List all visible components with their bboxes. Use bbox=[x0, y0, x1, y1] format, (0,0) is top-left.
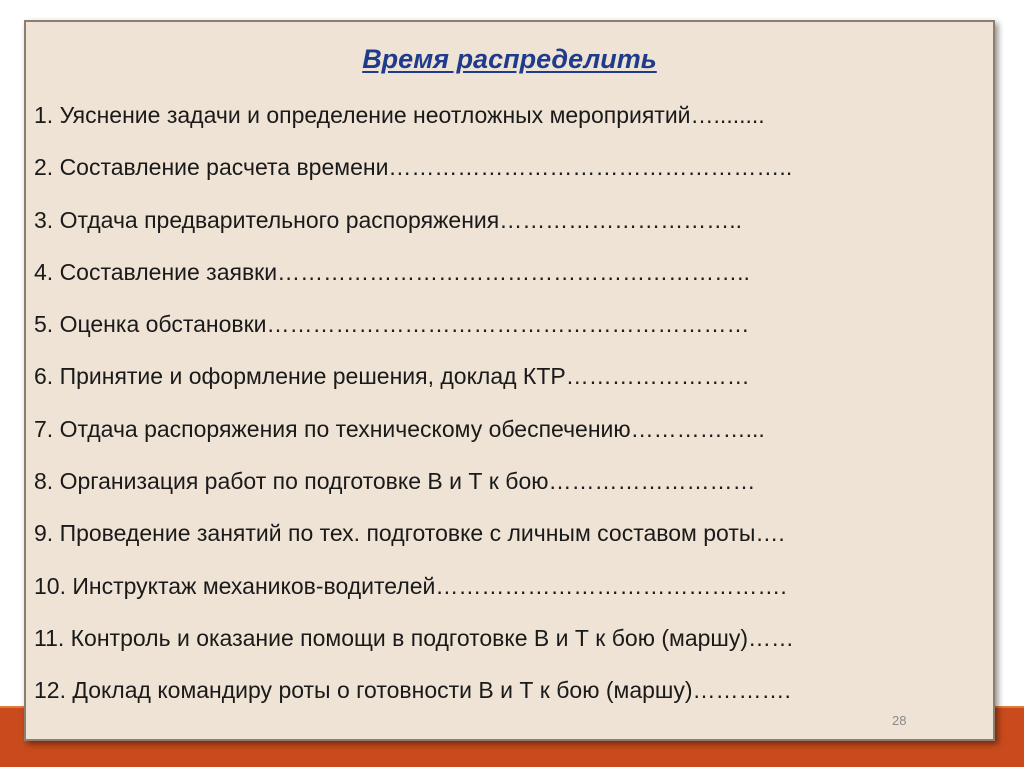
list-item: 7. Отдача распоряжения по техническому обеспечению……………... bbox=[34, 415, 765, 442]
list-item: 9. Проведение занятий по тех. подготовке с личным составом роты…. bbox=[34, 520, 785, 547]
list-item: 3. Отдача предварительного распоряжения………………………….. bbox=[34, 206, 742, 233]
content-panel bbox=[24, 20, 995, 741]
list-item: 11. Контроль и оказание помощи в подготовке В и Т к бою (маршу)…… bbox=[34, 624, 795, 651]
page-number: 28 bbox=[892, 713, 907, 728]
list-item: 10. Инструктаж механиков-водителей………………………………………. bbox=[34, 572, 787, 599]
list-item: 5. Оценка обстановки……………………………………………………… bbox=[34, 311, 750, 338]
time-allocation-list bbox=[34, 99, 794, 727]
slide-title: Время распределить bbox=[362, 44, 657, 74]
list-item: 12. Доклад командиру роты о готовности В и Т к бою (маршу)…………. bbox=[34, 677, 791, 704]
list-item: 8. Организация работ по подготовке В и Т к бою……………………… bbox=[34, 468, 756, 495]
list-item: 1. Уяснение задачи и определение неотложных мероприятий…........ bbox=[34, 102, 765, 128]
list-item: 6. Принятие и оформление решения, доклад КТР…………………… bbox=[34, 363, 750, 390]
list-item: 2. Составление расчета времени…………………………………………….. bbox=[34, 154, 793, 181]
list-item: 4. Составление заявки…………………………………………………….. bbox=[34, 258, 750, 285]
